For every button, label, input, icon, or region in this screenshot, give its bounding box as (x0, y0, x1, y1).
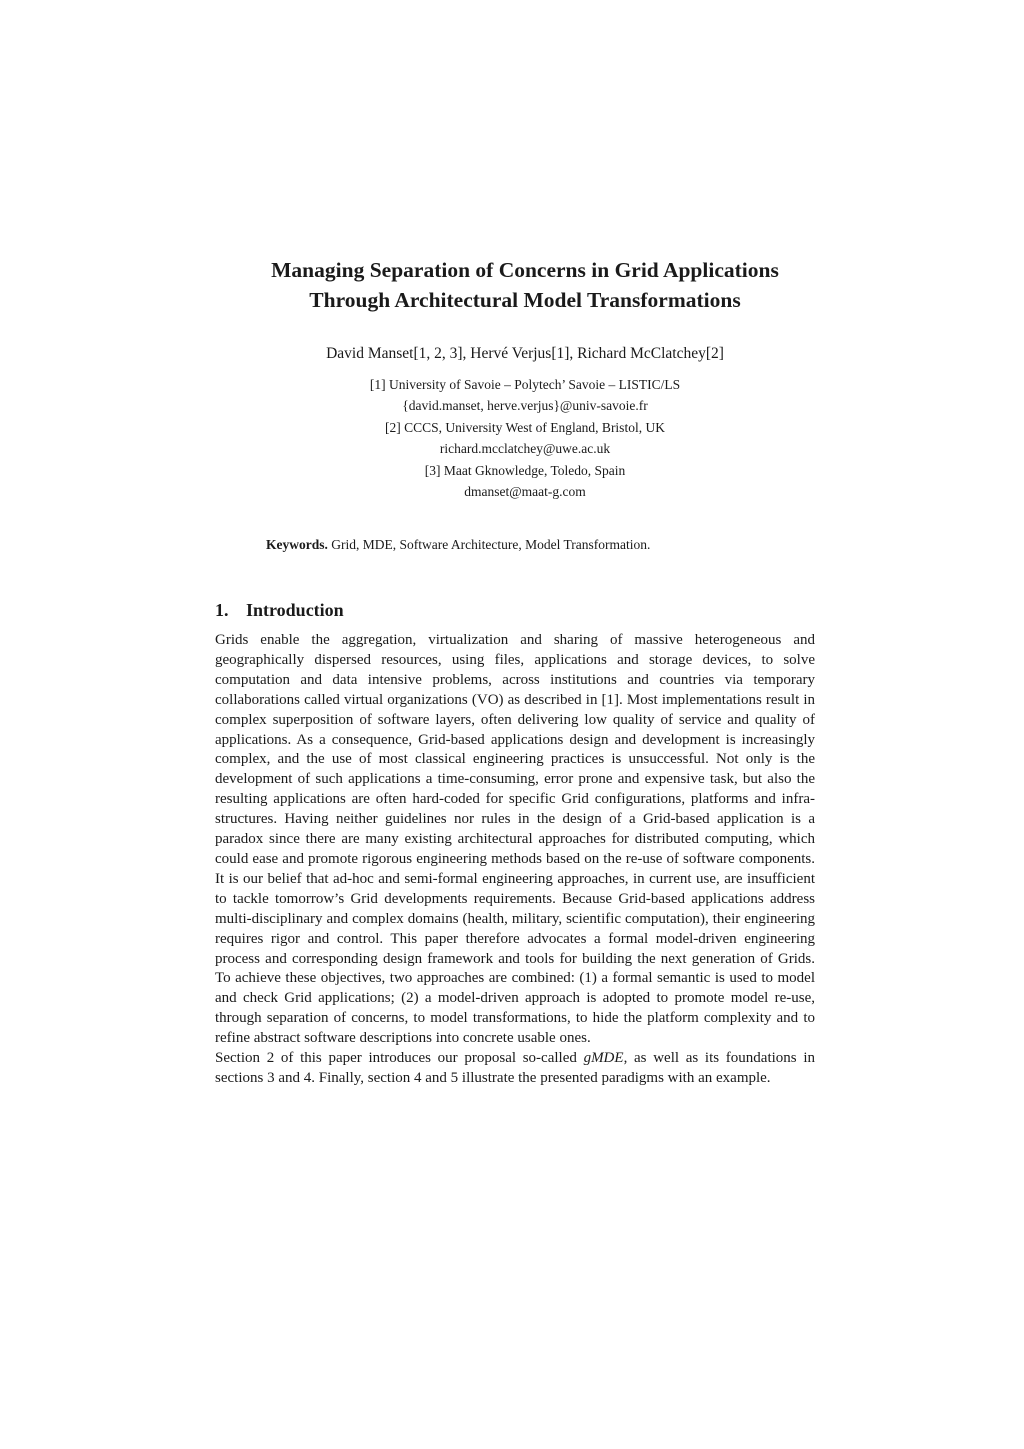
paper-title (150, 255, 900, 315)
keywords (266, 535, 650, 555)
affiliation-line: [2] CCCS, University West of England, Bristol, UK (385, 419, 665, 435)
keywords-label: Keywords. (266, 537, 328, 552)
section-heading-introduction (215, 598, 344, 622)
keywords-text: Grid, MDE, Software Architecture, Model Transformation. (327, 537, 651, 552)
affiliation-line: [1] University of Savoie – Polytech’ Savoie – LISTIC/LS (369, 377, 681, 392)
paragraph-text: Section 2 of this paper introduces our proposal so-called (215, 1050, 584, 1067)
title-line-2: Through Architectural Model Transformations (309, 288, 741, 312)
body-paragraph (215, 1049, 815, 1089)
title-line-1: Managing Separation of Concerns in Grid Applications (271, 258, 779, 282)
affiliation-line: [3] Maat Gknowledge, Toledo, Spain (424, 462, 626, 478)
affiliation-email: {david.manset, herve.verjus}@univ-savoie.fr (402, 398, 648, 414)
affiliation-email: richard.mcclatchey@uwe.ac.uk (439, 441, 611, 457)
body-paragraph: Grids enable the aggregation, virtualization and sharing of massive heterogeneous and geographically dispersed resources, using files, applications and storage devices, to solve computation and data intensive problems, across institutions and countries via temporary collaborations called virtual organizations (VO) as described in [1]. Most implementations result in complex superposition of software layers, often delivering low quality of service and quality of applications. As a consequence, Grid-based applications design and development is increasingly complex, and the use of most classical engineering practices is unsuccessful. Not only is the development of such applications a time-consuming, error prone and expensive task, but also the resulting applications are often hard-coded for specific Grid configurations, platforms and infrastructures. Having neither guidelines nor rules in the design of a Grid-based application is a paradox since there are many existing architectural approaches for distributed computing, which could ease and promote rigorous engineering methods based on the re-use of software components. It is our belief that ad-hoc and semi-formal engineering approaches, in current use, are insufficient to tackle tomorrow’s Grid developments requirements. Because Grid-based applications address multi-disciplinary and complex domains (health, military, scientific computation), their engineering requires rigor and control. This paper therefore advocates a formal model-driven engineering process and corresponding design framework and tools for building the next generation of Grids. To achieve these objectives, two approaches are combined: (1) a formal semantic is used to model and check Grid applications; (2) a model-driven approach is adopted to promote model re-use, through separation of concerns, to model transformations, to hide the platform complexity and to refine abstract software descriptions into concrete usable ones. (215, 632, 815, 1047)
section-title: Introduction (246, 600, 344, 620)
affiliations (150, 374, 900, 502)
gmde-term: gMDE (583, 1050, 624, 1067)
affiliation-email: dmanset@maat-g.com (464, 484, 586, 500)
paragraph-text: , as well as its foundations in sections 3 and 4. Finally, section 4 and 5 illustrate the presented paradigms with an example. (215, 1050, 815, 1086)
introduction-body (215, 631, 815, 1089)
section-number: 1. (215, 600, 229, 620)
author-list: David Manset[1, 2, 3], Hervé Verjus[1], Richard McClatchey[2] (326, 345, 724, 362)
